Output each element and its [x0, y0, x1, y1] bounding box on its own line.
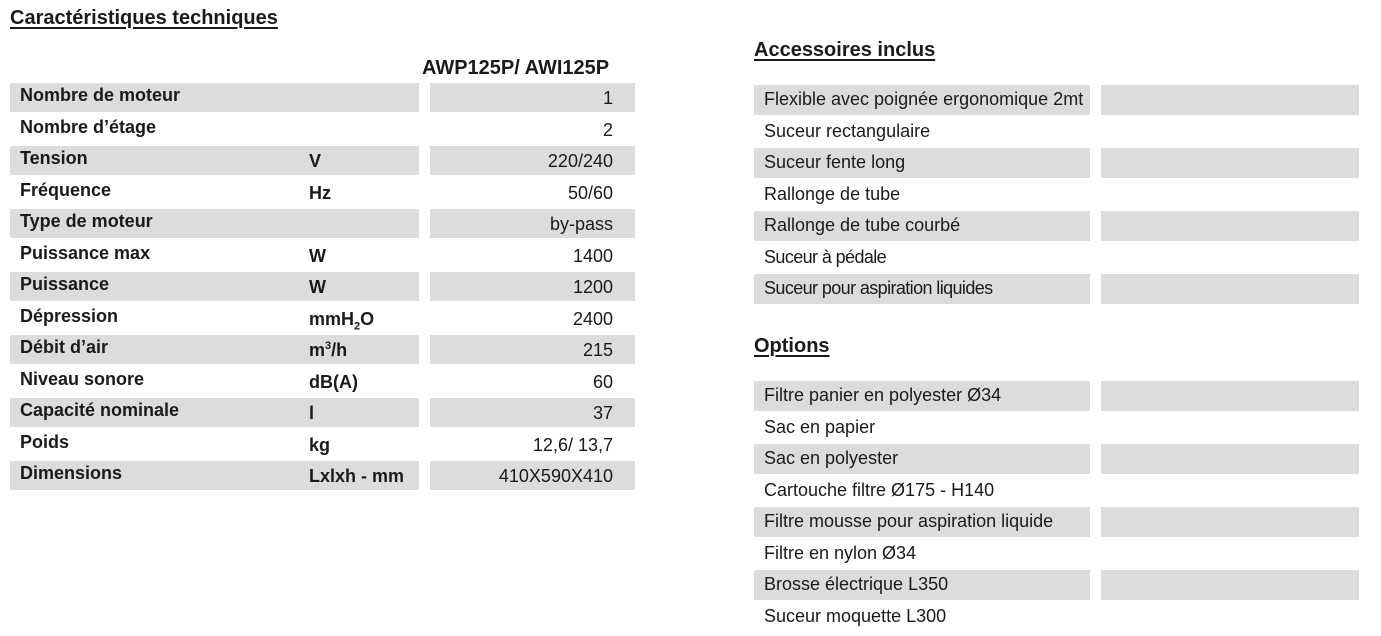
spec-row	[10, 178, 635, 210]
spec-value: 220/240	[547, 151, 613, 171]
list-item	[754, 243, 1359, 275]
spec-label: Niveau sonore	[20, 368, 145, 389]
list-item	[754, 476, 1359, 508]
option-label: Filtre en nylon Ø34	[764, 542, 917, 563]
option-label: Cartouche filtre Ø175 - H140	[764, 479, 995, 500]
spec-value: 12,6/ 13,7	[532, 434, 613, 455]
spec-row	[10, 83, 635, 115]
spec-label: Tension	[20, 148, 88, 168]
spec-value: 37	[592, 403, 613, 423]
options-table	[754, 381, 1359, 633]
spec-label: Fréquence	[20, 179, 112, 200]
spec-row	[10, 304, 635, 336]
list-item	[754, 85, 1359, 117]
spec-value: 50/60	[567, 182, 613, 203]
spec-label: Type de moteur	[20, 211, 153, 231]
list-item	[754, 148, 1359, 180]
spec-unit: $m^3/h$	[309, 340, 348, 360]
spec-unit: mmH$_2$O	[309, 308, 375, 333]
accessory-label: Rallonge de tube	[764, 183, 901, 204]
spec-value: 1	[602, 88, 613, 108]
spec-label: Capacité nominale	[20, 400, 180, 420]
accessory-label: Rallonge de tube courbé	[764, 215, 961, 235]
spec-value: 410X590X410	[498, 466, 613, 486]
spec-unit: Lxlxh - mm	[309, 466, 405, 486]
option-label: Sac en polyester	[764, 448, 899, 468]
spec-value: 215	[582, 340, 613, 360]
list-item	[754, 117, 1359, 149]
specs-table	[10, 83, 635, 493]
spec-unit: dB(A)	[309, 371, 358, 392]
spec-label: Dépression	[20, 305, 119, 326]
spec-value: by-pass	[549, 214, 613, 234]
list-item	[754, 211, 1359, 243]
accessories-title: Accessoires inclus	[754, 39, 936, 61]
options-title: Options	[754, 335, 830, 357]
spec-value: 1400	[572, 245, 613, 266]
accessory-label: Suceur rectangulaire	[764, 120, 931, 141]
model-header: AWP125P/ AWI125P	[422, 57, 610, 79]
accessory-label: Suceur à pédale	[764, 246, 887, 267]
accessory-label: Flexible avec poignée ergonomique 2mt	[764, 89, 1084, 109]
spec-label: Poids	[20, 431, 70, 452]
accessories-table	[754, 85, 1359, 306]
list-item	[754, 570, 1359, 602]
spec-label: Débit d’air	[20, 337, 109, 357]
list-item	[754, 180, 1359, 212]
spec-row	[10, 461, 635, 493]
spec-label: Puissance max	[20, 242, 151, 263]
list-item	[754, 602, 1359, 634]
list-item	[754, 381, 1359, 413]
option-label: Sac en papier	[764, 416, 876, 437]
spec-row	[10, 146, 635, 178]
spec-row	[10, 115, 635, 147]
list-item	[754, 539, 1359, 571]
spec-row	[10, 430, 635, 462]
spec-value: 2	[602, 119, 613, 140]
spec-unit: W	[309, 245, 326, 266]
spec-label: Nombre de moteur	[20, 85, 181, 105]
list-item	[754, 444, 1359, 476]
option-label: Filtre mousse pour aspiration liquide	[764, 511, 1054, 531]
spec-unit: V	[309, 151, 322, 171]
option-label: Brosse électrique L350	[764, 574, 949, 594]
list-item	[754, 274, 1359, 306]
list-item	[754, 413, 1359, 445]
option-label: Filtre panier en polyester Ø34	[764, 385, 1002, 405]
spec-row	[10, 367, 635, 399]
spec-value: 1200	[572, 277, 613, 297]
spec-unit: l	[309, 403, 315, 423]
spec-row	[10, 398, 635, 430]
spec-value: 60	[592, 371, 613, 392]
option-label: Suceur moquette L300	[764, 605, 947, 626]
spec-label: Puissance	[20, 274, 110, 294]
accessory-label: Suceur fente long	[764, 152, 906, 172]
spec-row	[10, 241, 635, 273]
list-item	[754, 507, 1359, 539]
spec-row	[10, 272, 635, 304]
spec-unit: kg	[309, 434, 331, 455]
specs-title: Caractéristiques techniques	[10, 7, 278, 29]
accessory-label: Suceur pour aspiration liquides	[764, 278, 993, 298]
spec-value: 2400	[572, 308, 613, 329]
spec-row	[10, 209, 635, 241]
spec-row	[10, 335, 635, 367]
spec-label: Nombre d’étage	[20, 116, 157, 137]
spec-unit: Hz	[309, 182, 331, 203]
spec-label: Dimensions	[20, 463, 123, 483]
spec-unit: W	[309, 277, 326, 297]
